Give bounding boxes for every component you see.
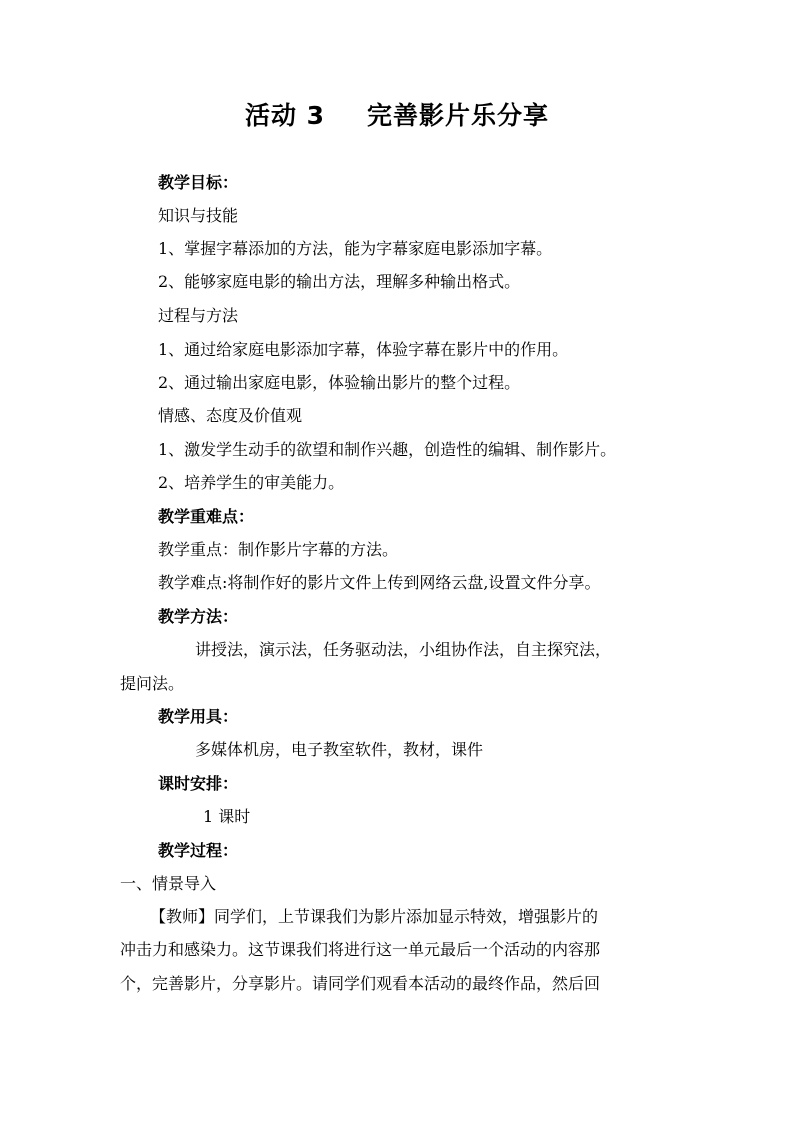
teaching-tools: 多媒体机房，电子教室软件，教材，课件 [195, 740, 484, 759]
emotion-attitude-heading: 情感、态度及价值观 [158, 406, 303, 425]
key-point: 教学重点：制作影片字幕的方法。 [158, 540, 399, 559]
emotion-item-2: 2、培养学生的审美能力。 [158, 473, 345, 492]
section-heading-1: 一、情景导入 [120, 874, 217, 893]
schedule-heading: 课时安排： [158, 774, 239, 793]
process-item-1: 1、通过给家庭电影添加字幕，体验字幕在影片中的作用。 [158, 340, 569, 359]
teaching-tools-heading: 教学用具： [158, 707, 239, 726]
emotion-item-1: 1、激发学生动手的欲望和制作兴趣，创造性的编辑、制作影片。 [158, 440, 617, 459]
teaching-methods-heading: 教学方法： [158, 607, 239, 626]
process-item-2: 2、通过输出家庭电影，体验输出影片的整个过程。 [158, 373, 521, 392]
key-difficult-heading: 教学重难点： [158, 507, 255, 526]
difficult-point: 教学难点:将制作好的影片文件上传到网络云盘,设置文件分享。 [158, 573, 601, 592]
teaching-methods-line-2: 提问法。 [120, 674, 185, 693]
schedule-value: 1 课时 [203, 807, 251, 826]
title-activity-number: 活动 3 [244, 101, 326, 130]
teaching-methods-line-1: 讲授法，演示法，任务驱动法，小组协作法，自主探究法， [195, 640, 612, 659]
title-activity-name: 完善影片乐分享 [367, 101, 550, 130]
paragraph-line-1: 【教师】同学们，上节课我们为影片添加显示特效，增强影片的 [150, 907, 599, 926]
process-methods-heading: 过程与方法 [158, 306, 239, 325]
knowledge-skills-heading: 知识与技能 [158, 206, 239, 225]
paragraph-line-2: 冲击力和感染力。这节课我们将进行这一单元最后一个活动的内容那 [120, 940, 601, 959]
teaching-process-heading: 教学过程： [158, 841, 239, 860]
knowledge-item-2: 2、能够家庭电影的输出方法，理解多种输出格式。 [158, 272, 521, 291]
knowledge-item-1: 1、掌握字幕添加的方法，能为字幕家庭电影添加字幕。 [158, 239, 553, 258]
paragraph-line-3: 个，完善影片，分享影片。请同学们观看本活动的最终作品，然后回 [120, 974, 601, 993]
page-title [0, 96, 794, 132]
objectives-heading: 教学目标： [158, 173, 239, 192]
